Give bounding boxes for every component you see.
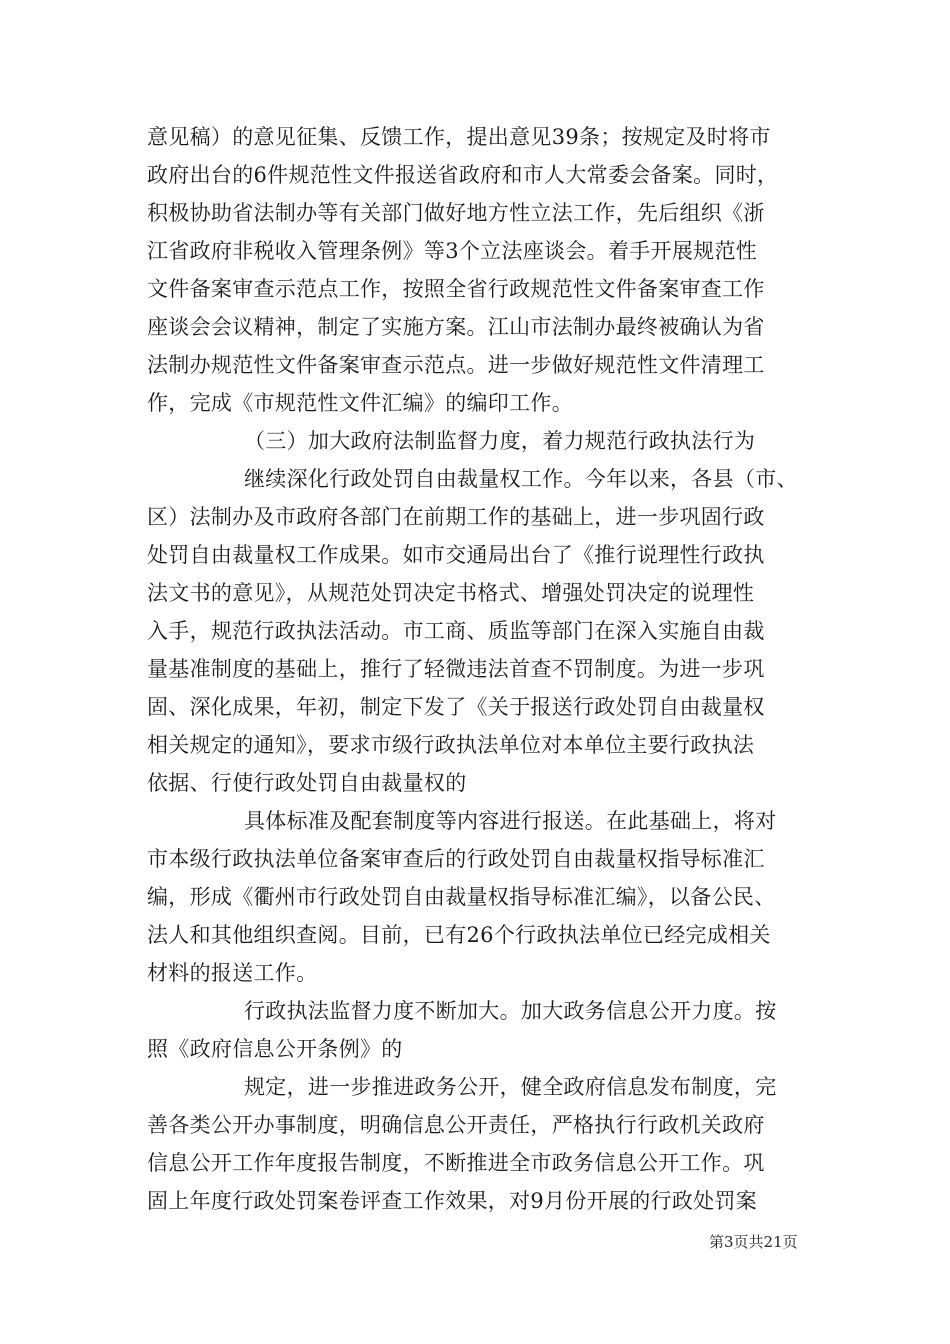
text-line: 依据、行使行政处罚自由裁量权的 <box>147 771 467 795</box>
text-line: 处罚自由裁量权工作成果。如市交通局出台了《推行说理性行政执 <box>147 543 765 567</box>
text-line: 区）法制办及市政府各部门在前期工作的基础上，进一步巩固行政 <box>147 505 765 529</box>
text-line: 固、深化成果，年初，制定下发了《关于报送行政处罚自由裁量权 <box>147 695 765 719</box>
text-line: 作，完成《市规范性文件汇编》的编印工作。 <box>147 391 573 415</box>
page-number: 第3页共21页 <box>709 1233 798 1251</box>
text-line: 积极协助省法制办等有关部门做好地方性立法工作，先后组织《浙 <box>147 201 765 225</box>
text-line: 江省政府非税收入管理条例》等3个立法座谈会。着手开展规范性 <box>147 239 758 263</box>
text-line: 法文书的意见》，从规范处罚决定书格式、增强处罚决定的说理性 <box>147 581 755 605</box>
text-line: 市本级行政执法单位备案审查后的行政处罚自由裁量权指导标准汇 <box>147 847 765 871</box>
text-line: 量基准制度的基础上，推行了轻微违法首查不罚制度。为进一步巩 <box>147 657 765 681</box>
section-heading: （三）加大政府法制监督力度，着力规范行政执法行为 <box>244 429 756 453</box>
text-line: 照《政府信息公开条例》的 <box>147 1037 403 1061</box>
text-line: 入手，规范行政执法活动。市工商、质监等部门在深入实施自由裁 <box>147 619 765 643</box>
text-line: 行政执法监督力度不断加大。加大政务信息公开力度。按 <box>244 999 777 1023</box>
text-line: 政府出台的6件规范性文件报送省政府和市人大常委会备案。同时， <box>147 163 779 187</box>
text-line: 法制办规范性文件备案审查示范点。进一步做好规范性文件清理工 <box>147 353 765 377</box>
text-line: 善各类公开办事制度，明确信息公开责任，严格执行行政机关政府 <box>147 1113 765 1137</box>
text-line: 意见稿）的意见征集、反馈工作，提出意见39条；按规定及时将市 <box>147 125 771 149</box>
text-line: 信息公开工作年度报告制度，不断推进全市政务信息公开工作。巩 <box>147 1151 765 1175</box>
text-line: 材料的报送工作。 <box>147 961 318 985</box>
text-line: 文件备案审查示范点工作，按照全省行政规范性文件备案审查工作 <box>147 277 765 301</box>
text-line: 继续深化行政处罚自由裁量权工作。今年以来，各县（市、 <box>244 467 798 491</box>
text-line: 座谈会会议精神，制定了实施方案。江山市法制办最终被确认为省 <box>147 315 765 339</box>
text-line: 固上年度行政处罚案卷评查工作效果，对9月份开展的行政处罚案 <box>147 1189 758 1213</box>
text-line: 法人和其他组织查阅。目前，已有26个行政执法单位已经完成相关 <box>147 923 771 947</box>
text-line: 编，形成《衢州市行政处罚自由裁量权指导标准汇编》，以备公民、 <box>147 885 776 909</box>
text-line: 具体标准及配套制度等内容进行报送。在此基础上，将对 <box>244 809 777 833</box>
text-line: 规定，进一步推进政务公开，健全政府信息发布制度，完 <box>244 1075 777 1099</box>
text-line: 相关规定的通知》，要求市级行政执法单位对本单位主要行政执法 <box>147 733 755 757</box>
